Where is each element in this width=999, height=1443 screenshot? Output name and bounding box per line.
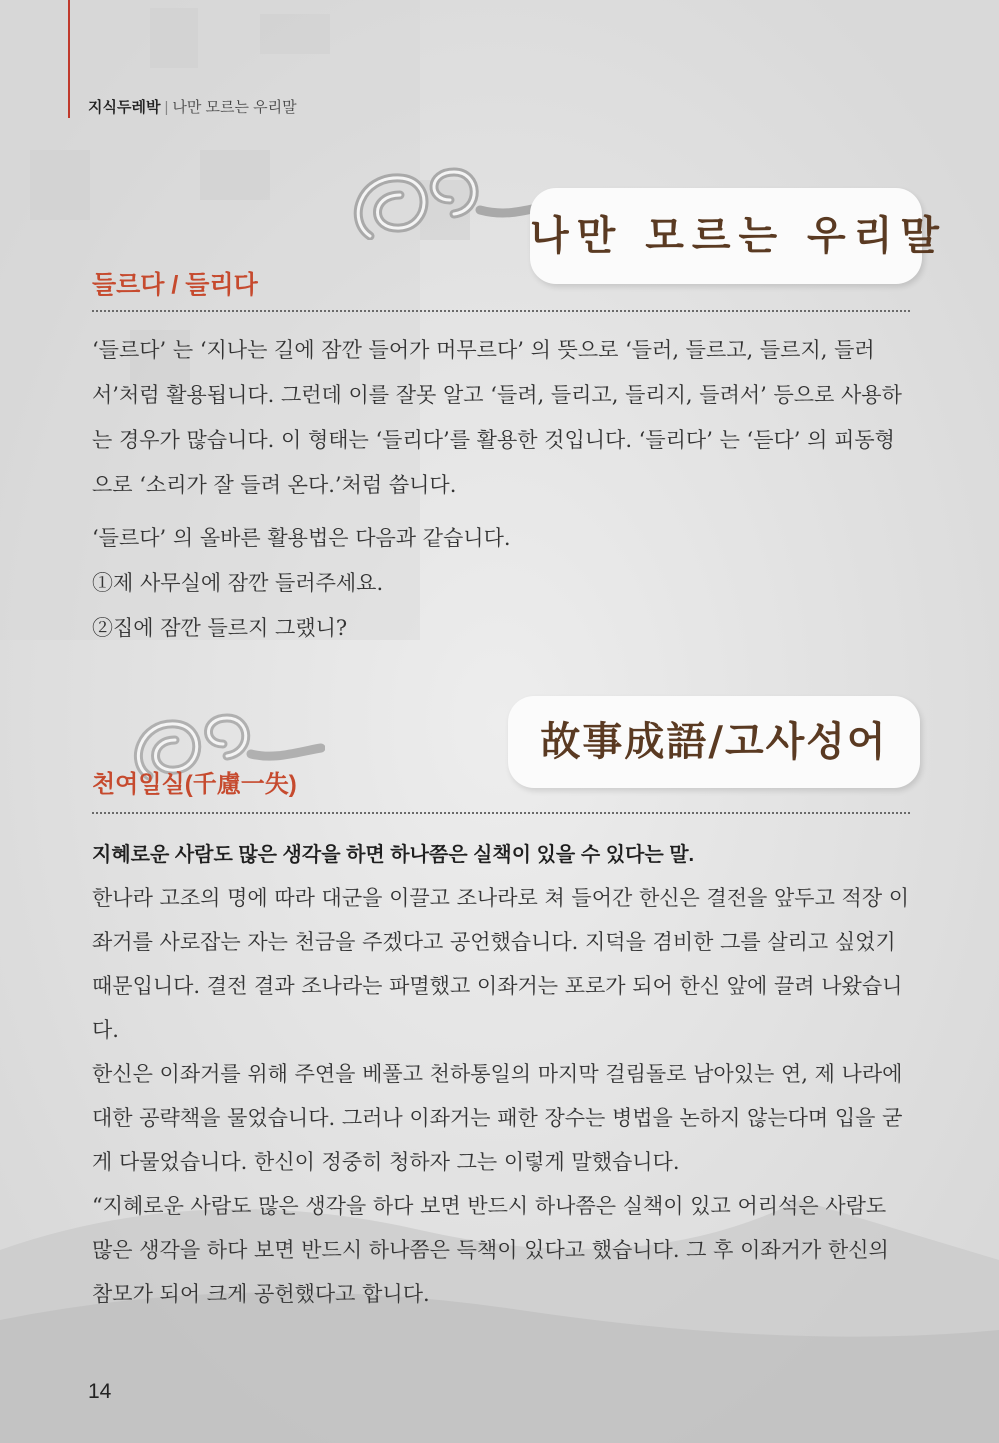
page-number: 14 [88,1380,112,1403]
header-subsection: 나만 모르는 우리말 [172,99,297,116]
banner-title-korean-words: 나만 모르는 우리말 [530,188,922,284]
section1-body [92,328,912,651]
example-item: ②집에 잠깐 들르지 그랬니? [92,616,348,640]
header-accent-rule [68,0,70,118]
example-item: ①제 사무실에 잠깐 들러주세요. [92,571,384,595]
section-heading-deulreuda: 들르다 / 들리다 [92,271,258,299]
section1-paragraph: ‘들르다’ 는 ‘지나는 길에 잠깐 들어가 머무르다’ 의 뜻으로 ‘들러, 들르고, 들르지, 들러서’처럼 활용됩니다. 그런데 이를 잘못 알고 ‘들려, 들리고, 들리지, 들려서’ 등으로 사용하는 경우가 많습니다. 이 형태는 ‘들리다’를 활용한 것입니다. ‘들리다’ 는 ‘듣다’ 의 피동형으로 ‘소리가 잘 들려 온다.’처럼 씁니다. [92,338,902,497]
idiom-definition: 지혜로운 사람도 많은 생각을 하면 하나쯤은 실책이 있을 수 있다는 말. [92,844,695,866]
section2-paragraph: 한나라 고조의 명에 따라 대군을 이끌고 조나라로 쳐 들어간 한신은 결전을 앞두고 적장 이좌거를 사로잡는 자는 천금을 주겠다고 공언했습니다. 지덕을 겸비한 그를 살리고 싶었기 때문입니다. 결전 결과 조나라는 파멸했고 이좌거는 포로가 되어 한신 앞에 끌려 나왔습니다. [92,886,910,1042]
cloud-ornament-icon [330,150,560,240]
section1-paragraph: ‘들르다’ 의 올바른 활용법은 다음과 같습니다. [92,526,511,550]
banner-title-idioms: 故事成語/고사성어 [508,696,920,788]
section-heading-idiom: 천여일실(千慮一失) [92,771,297,798]
section2-paragraph: 한신은 이좌거를 위해 주연을 베풀고 천하통일의 마지막 걸림돌로 남아있는 연, 제 나라에 대한 공략책을 물었습니다. 그러나 이좌거는 패한 장수는 병법을 논하지 않는다며 입을 굳게 다물었습니다. 한신이 정중히 청하자 그는 이렇게 말했습니다. [92,1062,903,1174]
dotted-divider [92,812,910,814]
header-section: 지식두레박 [88,99,161,116]
section2-body [92,876,912,1316]
header-separator: | [164,99,169,116]
dotted-divider [92,310,910,312]
page-header [88,96,297,117]
section2-paragraph: “지혜로운 사람도 많은 생각을 하다 보면 반드시 하나쯤은 실책이 있고 어리석은 사람도 많은 생각을 하다 보면 반드시 하나쯤은 득책이 있다고 했습니다. 그 후 이좌거가 한신의 참모가 되어 크게 공헌했다고 합니다. [92,1194,889,1306]
